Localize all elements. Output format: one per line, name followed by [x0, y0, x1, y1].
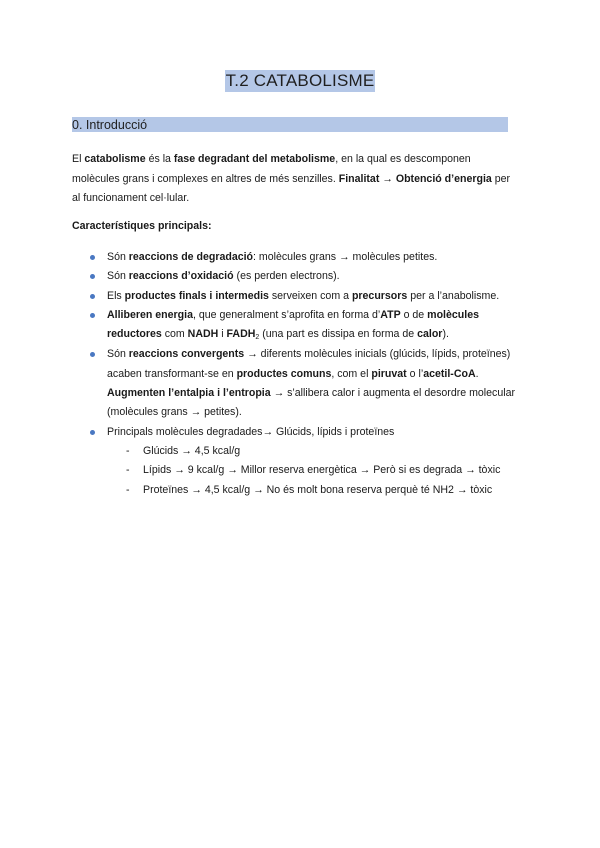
- bullet-text: (una part es dissipa en forma de: [259, 328, 418, 341]
- bullet-icon: [90, 255, 95, 260]
- bullet-bold: molècules reductores: [107, 308, 479, 341]
- bullet-bold: reaccions convergents: [128, 348, 245, 361]
- intro-bold-1: catabolisme: [84, 153, 146, 165]
- bullet-icon: [90, 430, 95, 435]
- sub-item-text: Glúcids → 4,5 kcal/g: [143, 444, 241, 457]
- bullet-icon: [90, 294, 95, 299]
- bullet-text: Són: [107, 251, 129, 263]
- bullet-text: → s’allibera calor i augmenta el desordre molecular (molècules grans → petites).: [107, 387, 516, 419]
- bullet-text: o de: [400, 308, 428, 321]
- bullet-bold: NADH: [187, 328, 219, 341]
- intro-bold-2: fase degradant del metabolisme: [173, 153, 336, 165]
- bullet-text: ).: [442, 328, 449, 341]
- intro-text-3: , en la qual es descomponen molècules grans i complexes en altres de més senzilles.: [72, 153, 471, 185]
- bullet-bold: precursors: [351, 289, 408, 302]
- title-container: [0, 70, 600, 92]
- bullet-bold: Alliberen energia: [107, 308, 193, 321]
- bullet-icon: [90, 313, 95, 318]
- sub-list-item: [107, 442, 530, 461]
- bullet-text: , com el: [331, 367, 372, 380]
- bullet-bold: productes finals i intermedis: [124, 289, 269, 302]
- intro-bold-3: Finalitat → Obtenció d’energia: [338, 172, 492, 185]
- bullet-bold: productes comuns: [236, 367, 332, 380]
- page-title: T.2 CATABOLISME: [225, 71, 375, 90]
- bullet-text: → diferents molècules inicials (glúcids, lípids, proteïnes) acaben transformant-se en: [107, 348, 511, 380]
- bullet-bold: reaccions d’oxidació: [128, 270, 234, 283]
- bullet-text: serveixen com a: [268, 289, 352, 302]
- dash-marker: -: [126, 483, 130, 496]
- list-item: [90, 267, 530, 286]
- sub-list-item: [107, 461, 530, 480]
- sub-item-text: Proteïnes → 4,5 kcal/g → No és molt bona reserva perquè té NH2 → tòxic: [143, 483, 493, 496]
- list-item: [90, 345, 530, 422]
- section-heading: 0. Introducció: [72, 117, 508, 132]
- intro-text-2: és la: [145, 153, 174, 165]
- bullet-bold: Augmenten l’entalpia i l’entropia: [107, 387, 271, 400]
- sub-item-text: Lípids → 9 kcal/g → Millor reserva energètica → Però si es degrada → tòxic: [143, 464, 501, 477]
- bullet-bold: calor: [417, 328, 443, 341]
- bullet-text: .: [475, 367, 479, 380]
- bullet-text: (es perden electrons).: [233, 270, 340, 283]
- bullet-text: o l’: [406, 367, 424, 380]
- bullet-icon: [90, 274, 95, 279]
- list-item: [90, 306, 530, 346]
- bullet-text: Principals molècules degradades→ Glúcids, lípids i proteïnes: [107, 425, 395, 438]
- sub-list: [107, 442, 530, 500]
- intro-text-4: per al funcionament cel·lular.: [72, 172, 511, 204]
- bullet-bold: FADH: [226, 328, 256, 341]
- sub-list-item: [107, 481, 530, 500]
- bullet-text: Són: [107, 270, 129, 283]
- intro-paragraph: [72, 150, 520, 209]
- bullet-list: [90, 248, 530, 500]
- list-item: [90, 423, 530, 500]
- dash-marker: -: [126, 464, 130, 477]
- bullet-text: i: [218, 328, 227, 341]
- bullet-bold: piruvat: [371, 367, 407, 380]
- bullet-text: com: [161, 328, 188, 341]
- subheading: Característiques principals:: [72, 220, 212, 232]
- bullet-text: : molècules grans → molècules petites.: [253, 251, 438, 263]
- bullet-text: per a l’anabolisme.: [407, 289, 500, 302]
- bullet-bold: ATP: [380, 308, 401, 321]
- bullet-icon: [90, 352, 95, 357]
- bullet-text: Els: [107, 289, 125, 302]
- dash-marker: -: [126, 444, 130, 457]
- bullet-bold: reaccions de degradació: [128, 251, 254, 263]
- subscript: 2: [255, 334, 260, 342]
- intro-text-1: El: [72, 153, 85, 165]
- bullet-bold: acetil-CoA: [423, 367, 476, 380]
- list-item: [90, 287, 530, 306]
- bullet-text: Són: [107, 348, 129, 361]
- bullet-text: , que generalment s’aprofita en forma d’: [192, 308, 381, 321]
- list-item: [90, 248, 530, 267]
